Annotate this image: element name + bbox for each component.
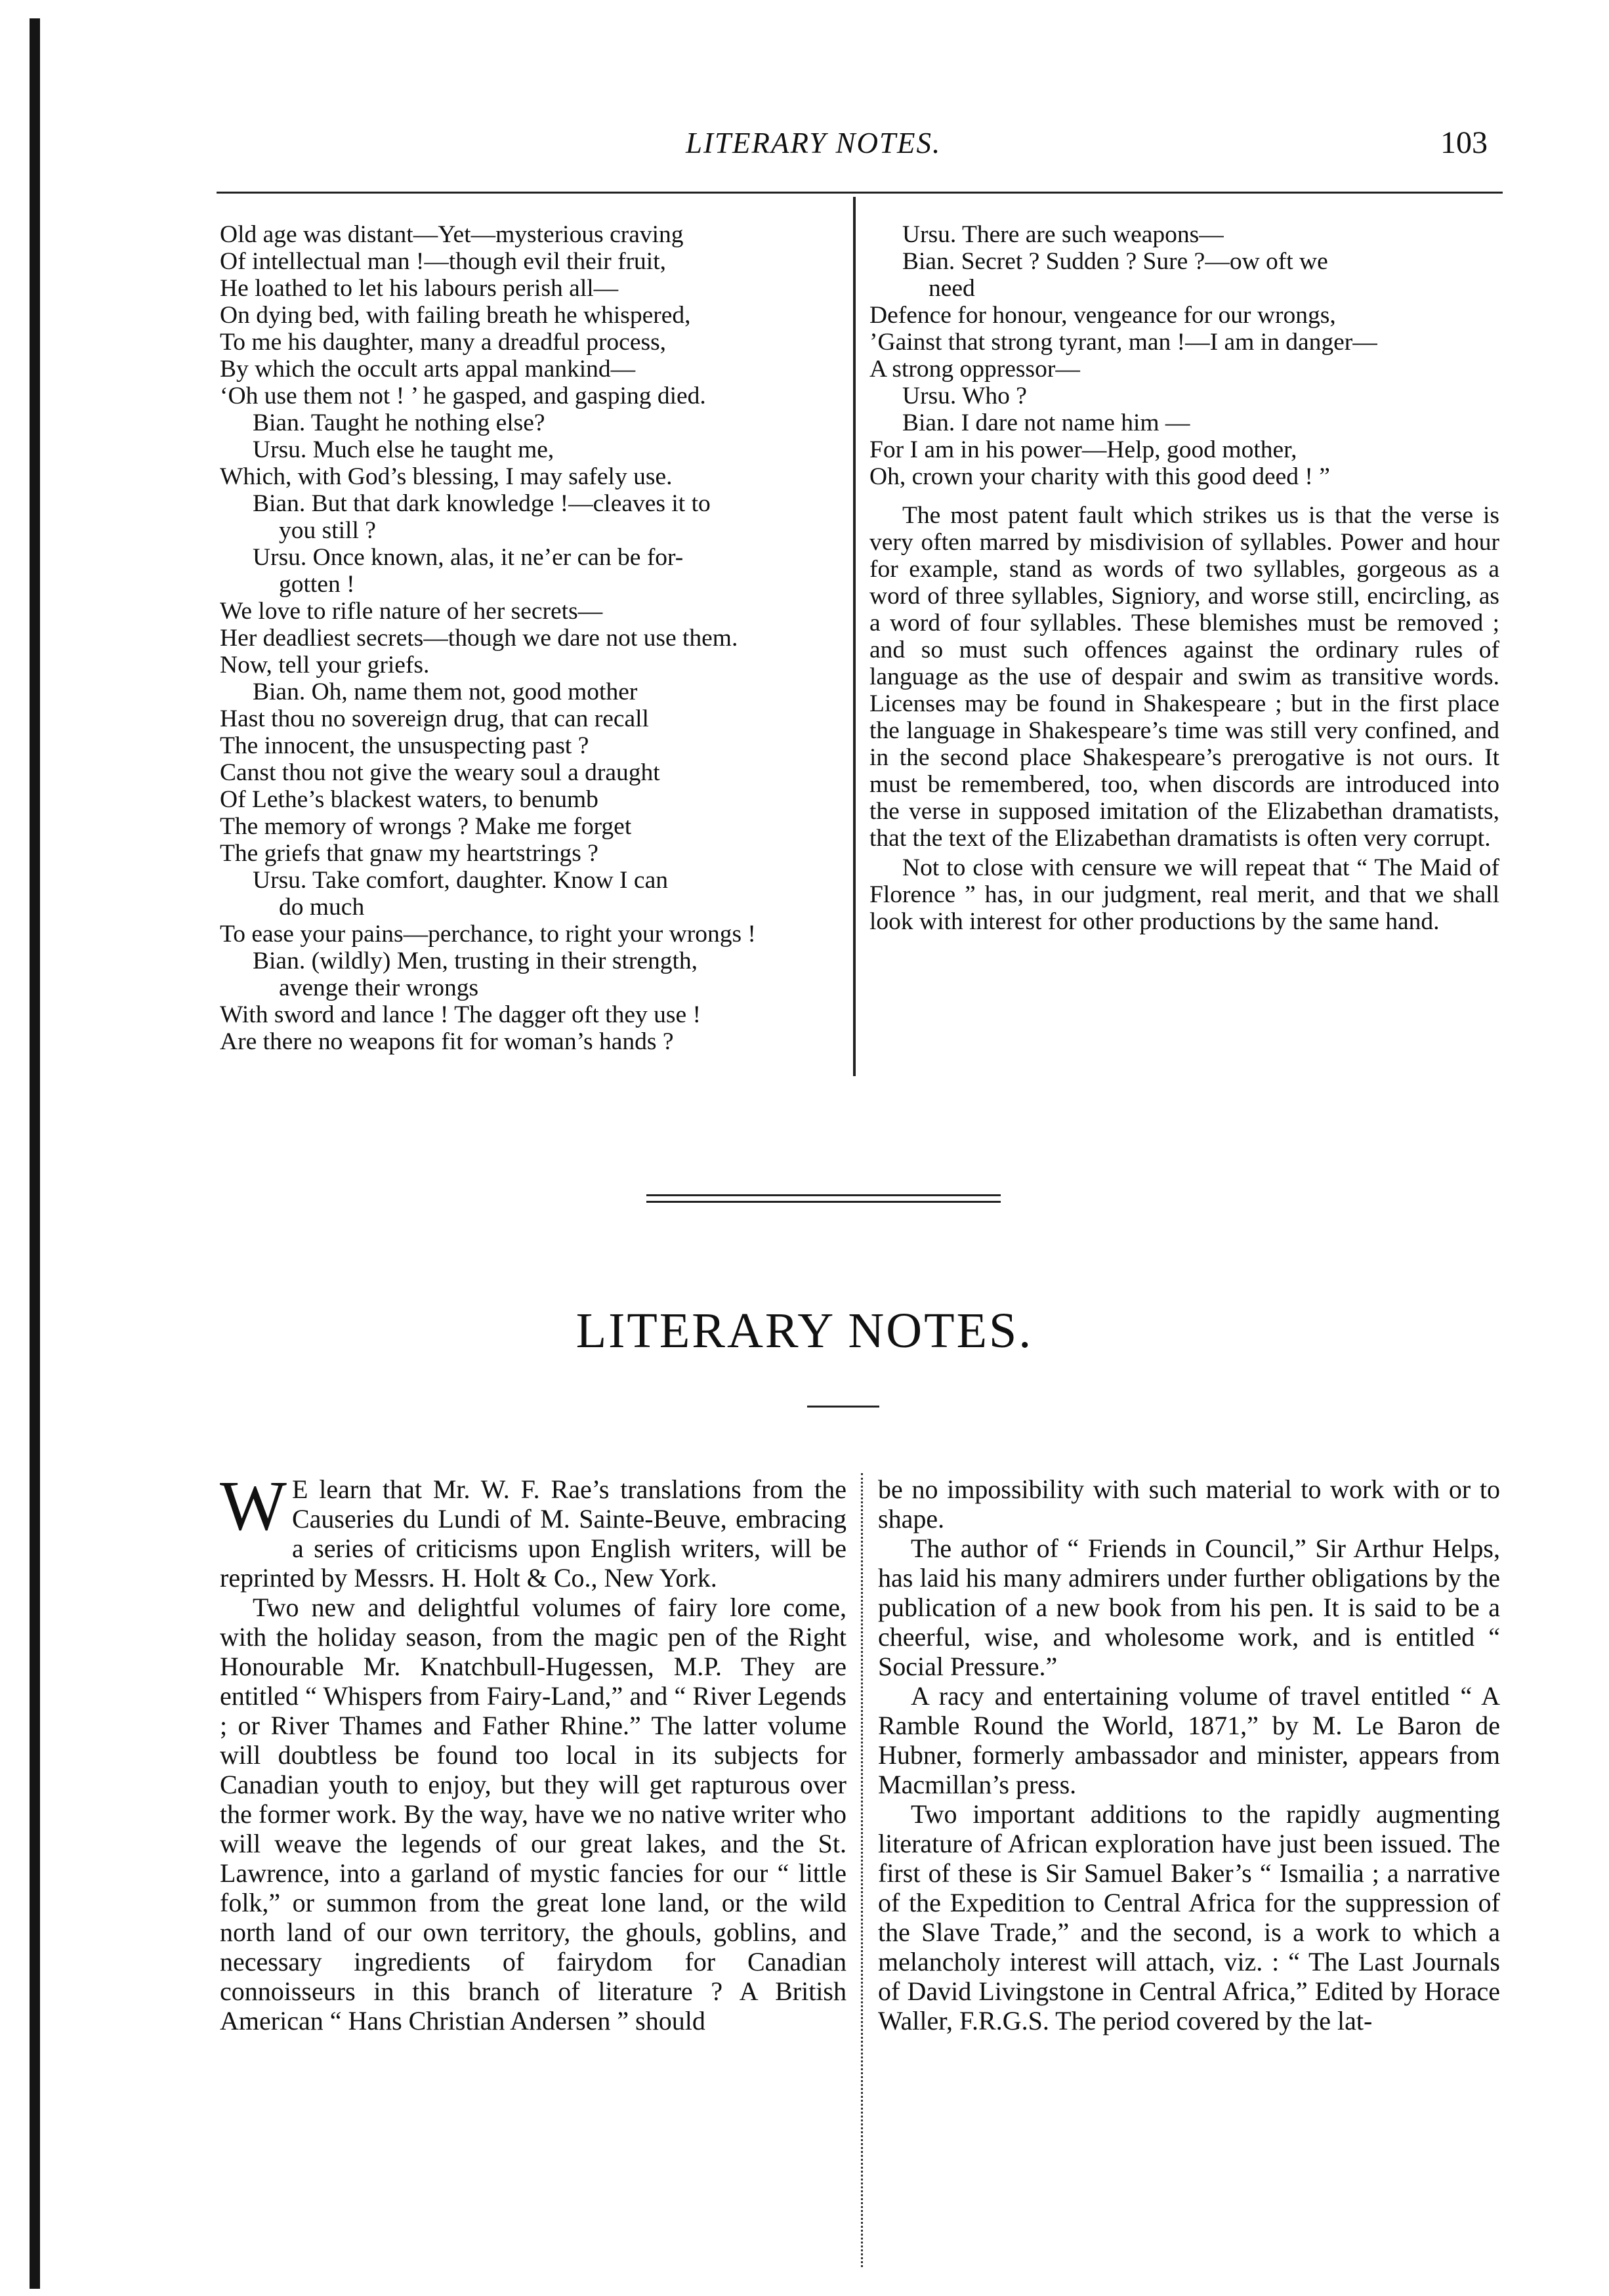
- column-divider-dotted: [861, 1473, 863, 2267]
- drop-cap: W: [220, 1467, 287, 1545]
- verse-line: Bian. Secret ? Sudden ? Sure ?—ow oft we: [902, 248, 1328, 275]
- verse-line: For I am in his power—Help, good mother,: [869, 436, 1297, 463]
- verse-line: Ursu. Much else he taught me,: [253, 436, 554, 463]
- verse-line: Ursu. Who ?: [902, 383, 1027, 409]
- verse-line: Ursu. Take comfort, daughter. Know I can: [253, 867, 668, 894]
- verse-line: Her deadliest secrets—though we dare not use them.: [220, 625, 738, 652]
- review-paragraph: Not to close with censure we will repeat that “ The Maid of Florence ” has, in our judgment, real merit, and that we shall look with interest for other productions by the same hand.: [869, 854, 1499, 935]
- verse-line: Now, tell your griefs.: [220, 652, 430, 678]
- verse-line: Defence for honour, vengeance for our wrongs,: [869, 302, 1336, 329]
- verse-line: Bian. (wildly) Men, trusting in their strength,: [253, 948, 698, 974]
- verse-line: By which the occult arts appal mankind—: [220, 356, 636, 383]
- column-divider: [853, 197, 856, 1076]
- note-text: E learn that Mr. W. F. Rae’s translations from the Causeries du Lundi of M. Sainte-Beuve, embracing a series of criticisms upon English writers, will be reprinted by Messrs. H. Holt & Co., New York.: [220, 1474, 846, 1593]
- verse-line: To ease your pains—perchance, to right your wrongs !: [220, 921, 756, 948]
- notes-column-right: [878, 1474, 1500, 2035]
- verse-line: On dying bed, with failing breath he whispered,: [220, 302, 691, 329]
- notes-column-left: [220, 1467, 846, 2035]
- verse-line: The griefs that gnaw my heartstrings ?: [220, 840, 598, 867]
- verse-column-right: [869, 221, 1499, 938]
- verse-continuation: [869, 221, 1499, 490]
- verse-line: We love to rifle nature of her secrets—: [220, 598, 603, 625]
- verse-line: Ursu. Once known, alas, it ne’er can be for-: [253, 544, 684, 571]
- verse-column-left: [220, 221, 837, 1055]
- verse-line: Are there no weapons fit for woman’s hands ?: [220, 1028, 674, 1055]
- section-separator-rule-1: [646, 1194, 1001, 1196]
- verse-line: Of intellectual man !—though evil their fruit,: [220, 248, 667, 275]
- page-edge-shadow: [30, 18, 40, 2289]
- running-head: LITERARY NOTES.: [686, 127, 942, 159]
- header-rule: [217, 192, 1503, 194]
- note-paragraph: The author of “ Friends in Council,” Sir Arthur Helps, has laid his many admirers under further obligations by the publication of a new book from his pen. It is said to be a cheerful, wise, and wholesome work, and is entitled “ Social Pressure.”: [878, 1534, 1500, 1681]
- verse-line: need: [929, 275, 975, 302]
- verse-line: you still ?: [279, 517, 376, 544]
- verse-line: Oh, crown your charity with this good deed ! ”: [869, 463, 1330, 490]
- verse-line: Canst thou not give the weary soul a draught: [220, 759, 660, 786]
- verse-line: Bian. Taught he nothing else?: [253, 409, 545, 436]
- verse-line: Old age was distant—Yet—mysterious craving: [220, 221, 684, 248]
- note-paragraph: Two new and delightful volumes of fairy lore come, with the holiday season, from the magic pen of the Right Honourable Mr. Knatchbull-Hugessen, M.P. They are entitled “ Whispers from Fairy-Land,” and “ River Legends ; or River Thames and Father Rhine.” The latter volume will doubtless be found too local in its subjects for Canadian youth to enjoy, but they will get rapturous over the former work. By the way, have we no native writer who will weave the legends of our great lakes, and the St. Lawrence, into a garland of mystic fancies for our “ little folk,” or summon from the great lone land, or the wild north land of our own territory, the ghouls, goblins, and necessary ingredients of fairydom for Canadian connoisseurs in this branch of literature ? A British American “ Hans Christian Andersen ” should: [220, 1593, 846, 2035]
- page-number: 103: [1440, 125, 1488, 160]
- section-title: LITERARY NOTES.: [575, 1303, 1034, 1358]
- verse-line: ’Gainst that strong tyrant, man !—I am in danger—: [869, 329, 1377, 356]
- verse-line: Of Lethe’s blackest waters, to benumb: [220, 786, 598, 813]
- note-paragraph: Two important additions to the rapidly augmenting literature of African exploration have just been issued. The first of these is Sir Samuel Baker’s “ Ismailia ; a narrative of the Expedition to Central Africa for the suppression of the Slave Trade,” and the second, is a work to which a melancholy interest will attach, viz. : “ The Last Journals of David Livingstone in Central Africa,” Edited by Horace Waller, F.R.G.S. The period covered by the lat-: [878, 1799, 1500, 2035]
- note-paragraph: A racy and entertaining volume of travel entitled “ A Ramble Round the World, 1871,” by M. Le Baron de Hubner, formerly ambassador and minister, appears from Macmillan’s press.: [878, 1681, 1500, 1799]
- verse-line: To me his daughter, many a dreadful process,: [220, 329, 667, 356]
- verse-line: He loathed to let his labours perish all—: [220, 275, 619, 302]
- verse-line: The memory of wrongs ? Make me forget: [220, 813, 632, 840]
- verse-line: avenge their wrongs: [279, 974, 479, 1001]
- verse-line: Bian. I dare not name him —: [902, 409, 1190, 436]
- note-paragraph: [220, 1467, 846, 1593]
- verse-line: The innocent, the unsuspecting past ?: [220, 732, 589, 759]
- verse-line: Bian. Oh, name them not, good mother: [253, 678, 638, 705]
- section-separator-rule-2: [646, 1201, 1001, 1203]
- verse-line: Which, with God’s blessing, I may safely use.: [220, 463, 673, 490]
- verse-line: gotten !: [279, 571, 355, 598]
- verse-line: do much: [279, 894, 365, 921]
- verse-line: A strong oppressor—: [869, 356, 1080, 383]
- verse-line: Bian. But that dark knowledge !—cleaves it to: [253, 490, 711, 517]
- title-underline: [807, 1406, 879, 1408]
- verse-line: Hast thou no sovereign drug, that can recall: [220, 705, 649, 732]
- verse-line: ‘Oh use them not ! ’ he gasped, and gasping died.: [220, 383, 706, 409]
- review-text: [869, 502, 1499, 935]
- note-paragraph: be no impossibility with such material to work with or to shape.: [878, 1474, 1500, 1534]
- review-paragraph: The most patent fault which strikes us is that the verse is very often marred by misdivision of syllables. Power and hour for example, stand as words of two syllables, gorgeous as a word of three syllables, Signiory, and worse still, encircling, as a word of four syllables. These blemishes must be removed ; and so must such offences against the ordinary rules of language as the use of despair and swim as transitive words. Licenses may be found in Shakespeare ; but in the first place the language in Shakespeare’s time was still very confined, and in the second place Shakespeare’s prerogative is not ours. It must be remembered, too, when discords are introduced into the verse in supposed imitation of the Elizabethan dramatists, that the text of the Elizabethan dramatists is often very corrupt.: [869, 502, 1499, 852]
- verse-line: Ursu. There are such weapons—: [902, 221, 1224, 248]
- verse-line: With sword and lance ! The dagger oft they use !: [220, 1001, 701, 1028]
